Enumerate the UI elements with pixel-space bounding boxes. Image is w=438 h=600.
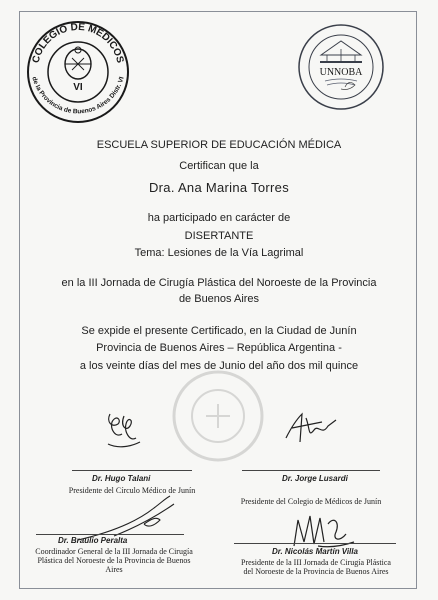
signature-talani	[100, 408, 148, 452]
signatory-name-lusardi: Dr. Jorge Lusardi	[282, 474, 348, 483]
event-line-2: de Buenos Aires	[178, 293, 260, 305]
signature-line-villa	[234, 543, 396, 544]
signatory-name-peralta: Dr. Braulio Peralta	[58, 536, 128, 545]
signature-line-talani	[72, 470, 192, 471]
signatory-name-villa: Dr. Nicolás Martín Villa	[272, 547, 358, 556]
colegio-medicos-seal	[14, 10, 142, 126]
signatory-title-villa	[228, 558, 404, 576]
colegio-seal-top-text: COLEGIO DE MEDICOS	[30, 21, 126, 65]
svg-text:COLEGIO DE MEDICOS	[31, 22, 126, 65]
circulo-medico-watermark	[170, 368, 266, 464]
topic-text: Tema: Lesiones de la Vía Lagrimal	[134, 247, 304, 259]
colegio-seal-bottom-text: de la Provincia de Buenos Aires Distr. VI	[30, 76, 126, 116]
signatory-title-peralta-line-2: Plástica del Noroeste de la Provincia de Buenos	[37, 556, 191, 565]
certify-text: Certifican que la	[179, 160, 259, 172]
role-text: DISERTANTE	[184, 230, 254, 242]
signatory-title-lusardi: Presidente del Colegio de Médicos de Junín	[240, 497, 382, 506]
signatory-title-peralta-line-3: Aires	[105, 565, 123, 574]
signatory-name-talani: Dr. Hugo Talani	[92, 474, 151, 483]
event-line-1: en la III Jornada de Cirugía Plástica del Noroeste de la Provincia	[61, 277, 377, 289]
unnoba-seal-name: UNNOBA	[319, 67, 363, 78]
signature-line-peralta	[36, 534, 184, 535]
signature-lusardi	[278, 408, 342, 452]
signatory-title-peralta-line-1: Coordinador General de la III Jornada de Cirugía	[35, 547, 193, 556]
signature-villa	[288, 506, 360, 552]
signatory-title-villa-line-2: del Noroeste de la Provincia de Buenos Aires	[243, 567, 389, 576]
issued-line-3: a los veinte días del mes de Junio del año dos mil quince	[79, 360, 359, 372]
unnoba-seal	[293, 17, 389, 121]
signatory-title-talani: Presidente del Círculo Médico de Junín	[68, 486, 196, 495]
participation-text: ha participado en carácter de	[147, 212, 291, 224]
recipient-name: Dra. Ana Marina Torres	[148, 180, 290, 195]
signatory-title-peralta	[26, 547, 202, 574]
issued-line-2: Provincia de Buenos Aires – República Argentina -	[96, 342, 342, 354]
school-name: ESCUELA SUPERIOR DE EDUCACIÓN MÉDICA	[96, 139, 342, 151]
issued-line-1: Se expide el presente Certificado, en la Ciudad de Junín	[81, 325, 357, 337]
signature-line-lusardi	[242, 470, 380, 471]
signatory-title-villa-line-1: Presidente de la III Jornada de Cirugía Plástica	[241, 558, 391, 567]
colegio-seal-roman: VI	[73, 82, 83, 93]
